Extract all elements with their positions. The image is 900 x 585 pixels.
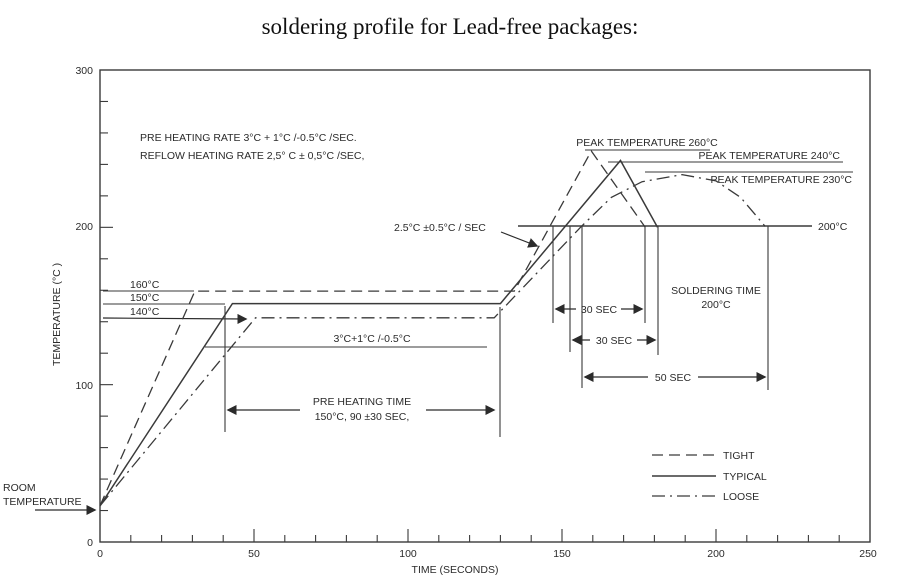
peak-240-label: PEAK TEMPERATURE 240°C bbox=[698, 150, 840, 162]
x-axis-label: TIME (SECONDS) bbox=[411, 564, 499, 576]
legend bbox=[652, 450, 767, 503]
page-title: soldering profile for Lead-free packages: bbox=[261, 14, 639, 39]
preheat-ramp-rate-label: 3°C+1°C /-0.5°C bbox=[333, 333, 411, 345]
heating-rate-text-2: REFLOW HEATING RATE 2,5° C ± 0,5°C /SEC, bbox=[140, 150, 365, 162]
x-tick-labels bbox=[97, 548, 877, 560]
room-temp-label-1: ROOM bbox=[3, 482, 36, 494]
soldering-time-label-1: SOLDERING TIME bbox=[671, 285, 761, 297]
label-30sec-tight: 30 SEC bbox=[580, 304, 618, 316]
label-140c: 140°C bbox=[130, 306, 160, 318]
y-tick-labels bbox=[75, 65, 93, 549]
x-tick-50: 50 bbox=[248, 548, 260, 560]
legend-label-tight: TIGHT bbox=[723, 450, 755, 462]
label-50sec-loose: 50 SEC bbox=[654, 372, 692, 384]
preheat-time-label-1: PRE HEATING TIME bbox=[312, 396, 412, 408]
room-temp-label-2: TEMPERATURE bbox=[3, 496, 82, 508]
dimension-arrows bbox=[35, 232, 765, 510]
x-tick-0: 0 bbox=[97, 548, 103, 560]
peak-230-label: PEAK TEMPERATURE 230°C bbox=[710, 174, 852, 186]
heating-rate-text-1: PRE HEATING RATE 3°C + 1°C /-0.5°C /SEC. bbox=[140, 132, 357, 144]
vertical-markers bbox=[225, 226, 768, 437]
soldering-time-label-2: 200°C bbox=[701, 299, 731, 311]
label-200c: 200°C bbox=[818, 221, 848, 233]
legend-label-loose: LOOSE bbox=[723, 491, 760, 503]
label-160c: 160°C bbox=[130, 279, 160, 291]
y-ticks bbox=[100, 101, 113, 510]
y-tick-300: 300 bbox=[75, 65, 93, 77]
label-30sec-typical: 30 SEC bbox=[595, 335, 633, 347]
y-tick-100: 100 bbox=[75, 380, 93, 392]
reflow-rate-leader bbox=[501, 232, 537, 246]
y-tick-0: 0 bbox=[87, 537, 93, 549]
x-tick-250: 250 bbox=[859, 548, 877, 560]
x-tick-100: 100 bbox=[399, 548, 417, 560]
peak-260-label: PEAK TEMPERATURE 260°C bbox=[576, 137, 718, 149]
y-tick-200: 200 bbox=[75, 221, 93, 233]
x-ticks bbox=[131, 529, 839, 542]
series-tight bbox=[100, 151, 645, 506]
legend-label-typical: TYPICAL bbox=[723, 471, 767, 483]
reflow-ramp-rate-label: 2.5°C ±0.5°C / SEC bbox=[394, 222, 486, 234]
preheat-time-label-2: 150°C, 90 ±30 SEC, bbox=[314, 411, 410, 423]
y-axis-label: TEMPERATURE (°C ) bbox=[51, 262, 63, 366]
x-tick-150: 150 bbox=[553, 548, 571, 560]
label-150c: 150°C bbox=[130, 292, 160, 304]
x-tick-200: 200 bbox=[707, 548, 725, 560]
